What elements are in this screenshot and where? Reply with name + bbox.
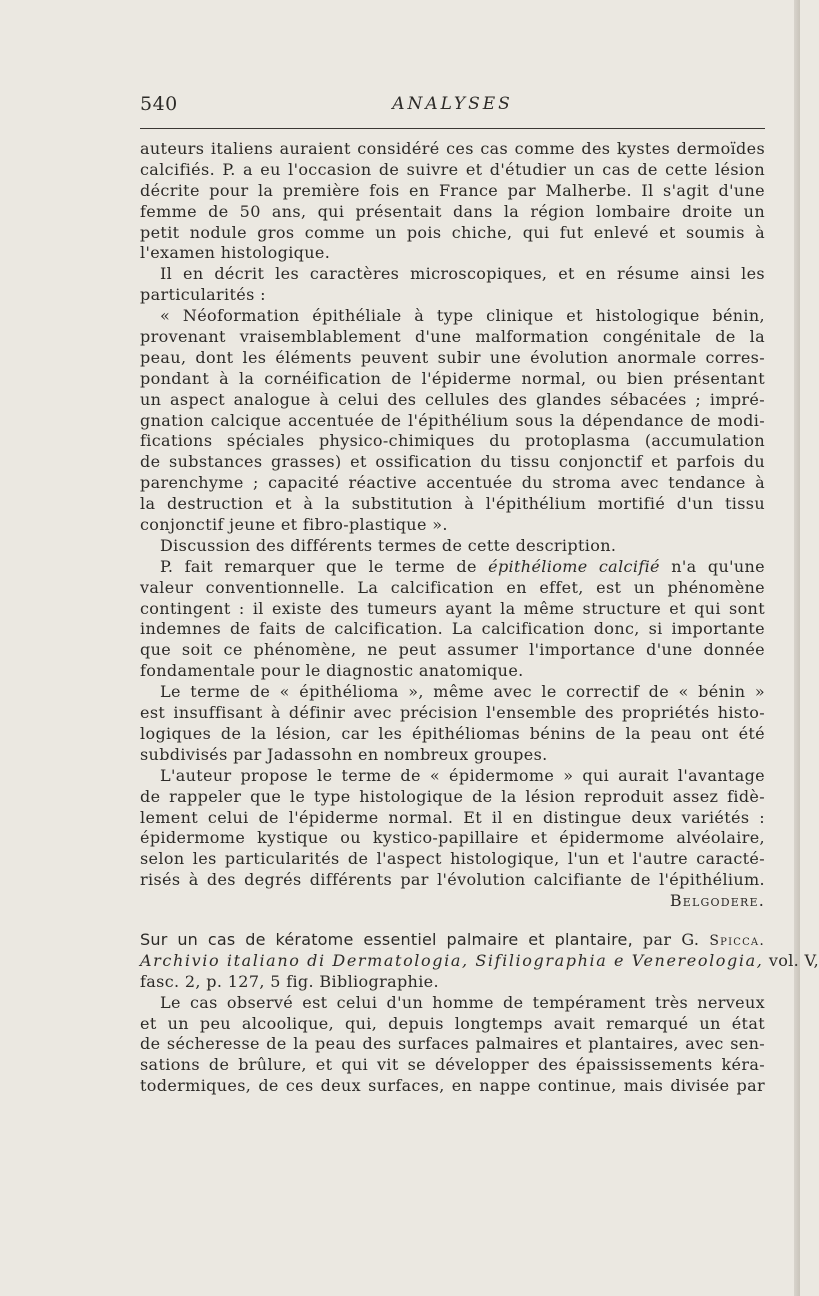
text-line: gnation calcique accentuée de l'épithélium sous la dépendance de modi- bbox=[140, 410, 765, 430]
text-line: et un peu alcoolique, qui, depuis longtemps avait remarqué un état bbox=[140, 1013, 765, 1033]
text-fragment: n'a qu'une bbox=[659, 556, 765, 576]
text-line: la destruction et à la substitution à l'épithélium mortifié d'un tissu bbox=[140, 494, 765, 514]
text-line: provenant vraisemblablement d'une malformation congénitale de la bbox=[140, 327, 765, 347]
text-line: fasc. 2, p. 127, 5 fig. Bibliographie. bbox=[140, 971, 439, 991]
page-edge bbox=[794, 0, 800, 1296]
text-line: Le cas observé est celui d'un homme de tempérament très nerveux bbox=[160, 992, 765, 1012]
paragraph bbox=[140, 682, 765, 766]
text-line: Le terme de « épithélioma », même avec le correctif de « bénin » bbox=[160, 682, 765, 702]
text-line: subdivisés par Jadassohn en nombreux groupes. bbox=[140, 744, 548, 764]
text-line bbox=[140, 950, 819, 972]
text-line: Discussion des différents termes de cette description. bbox=[160, 535, 617, 555]
text-line: épidermome kystique ou kystico-papillaire et épidermome alvéolaire, bbox=[140, 828, 765, 848]
text-line: contingent : il existe des tumeurs ayant la même structure et qui sont bbox=[140, 598, 765, 618]
text-line: risés à des degrés différents par l'évolution calcifiante de l'épithélium. bbox=[140, 870, 765, 890]
paragraph bbox=[140, 139, 765, 264]
text-line: particularités : bbox=[140, 285, 266, 305]
text-line: décrite pour la première fois en France par Malherbe. Il s'agit d'une bbox=[140, 180, 765, 200]
text-line: peau, dont les éléments peuvent subir une évolution anormale corres- bbox=[140, 347, 765, 367]
text-line: conjonctif jeune et fibro-plastique ». bbox=[140, 515, 448, 535]
italic-term: épithéliome calcifié bbox=[488, 556, 660, 576]
text-line: de sécheresse de la peau des surfaces palmaires et plantaires, avec sen- bbox=[140, 1034, 765, 1054]
page-number: 540 bbox=[140, 93, 178, 115]
page-header bbox=[140, 93, 765, 123]
paragraph bbox=[140, 536, 765, 557]
text-line: calcifiés. P. a eu l'occasion de suivre et d'étudier un cas de cette lésion bbox=[140, 159, 765, 179]
text-line: fondamentale pour le diagnostic anatomique. bbox=[140, 661, 524, 681]
journal-volume: vol. V, bbox=[763, 950, 819, 970]
paragraph bbox=[140, 766, 765, 891]
text-line: de rappeler que le type histologique de la lésion reproduit assez fidè- bbox=[140, 786, 765, 806]
text-line: petit nodule gros comme un pois chiche, qui fut enlevé et soumis à bbox=[140, 222, 765, 242]
paragraph bbox=[140, 557, 765, 682]
paragraph bbox=[140, 264, 765, 306]
quotation bbox=[140, 306, 765, 536]
text-line: que soit ce phénomène, ne peut assumer l'importance d'une donnée bbox=[140, 640, 765, 660]
author-signature: Belgodere. bbox=[669, 891, 765, 911]
text-body bbox=[140, 139, 819, 1097]
text-line: femme de 50 ans, qui présentait dans la région lombaire droite un bbox=[140, 201, 765, 221]
text-line: selon les particularités de l'aspect histologique, l'un et l'autre caracté- bbox=[140, 849, 765, 869]
text-line: lement celui de l'épiderme normal. Et il en distingue deux variétés : bbox=[140, 807, 765, 827]
text-line: pondant à la cornéification de l'épiderme normal, ou bien présentant bbox=[140, 368, 765, 388]
text-line: indemnes de faits de calcification. La calcification donc, si importante bbox=[140, 619, 765, 639]
by-text: par G. bbox=[632, 929, 710, 949]
article-heading bbox=[140, 929, 819, 993]
text-line: est insuffisant à définir avec précision l'ensemble des propriétés histo- bbox=[140, 703, 765, 723]
text-line: logiques de la lésion, car les épithéliomas bénins de la peau ont été bbox=[140, 723, 765, 743]
text-fragment: P. fait remarquer que le terme de bbox=[160, 556, 489, 576]
text-line: l'examen histologique. bbox=[140, 243, 331, 263]
text-line bbox=[140, 557, 765, 578]
text-line: sations de brûlure, et qui vit se développer des épaississements kéra- bbox=[140, 1055, 765, 1075]
article-title: Sur un cas de kératome essentiel palmaire et plantaire, bbox=[140, 929, 633, 949]
text-line: fications spéciales physico-chimiques du protoplasma (accumulation bbox=[140, 431, 765, 451]
text-line: Il en décrit les caractères microscopiques, et en résume ainsi les bbox=[160, 264, 765, 284]
running-title: ANALYSES bbox=[392, 94, 513, 114]
text-line: todermiques, de ces deux surfaces, en nappe continue, mais divisée par bbox=[140, 1076, 765, 1096]
section-gap bbox=[140, 912, 765, 930]
text-line bbox=[140, 930, 765, 951]
header-rule bbox=[140, 128, 765, 129]
text-line: L'auteur propose le terme de « épidermome » qui aurait l'avantage bbox=[160, 765, 765, 785]
article-author: Spicca. bbox=[709, 932, 765, 949]
text-line: parenchyme ; capacité réactive accentuée du stroma avec tendance à bbox=[140, 473, 765, 493]
paragraph bbox=[140, 993, 765, 1097]
text-line: de substances grasses) et ossification du tissu conjonctif et parfois du bbox=[140, 452, 765, 472]
journal-name: Archivio italiano di Dermatologia, Sifiliographia e Venereologia, bbox=[140, 950, 764, 970]
text-line: valeur conventionnelle. La calcification en effet, est un phénomène bbox=[140, 577, 765, 597]
text-line: un aspect analogue à celui des cellules des glandes sébacées ; impré- bbox=[140, 389, 765, 409]
text-line: « Néoformation épithéliale à type clinique et histologique bénin, bbox=[160, 306, 765, 326]
text-line: auteurs italiens auraient considéré ces cas comme des kystes dermoïdes bbox=[140, 139, 765, 158]
